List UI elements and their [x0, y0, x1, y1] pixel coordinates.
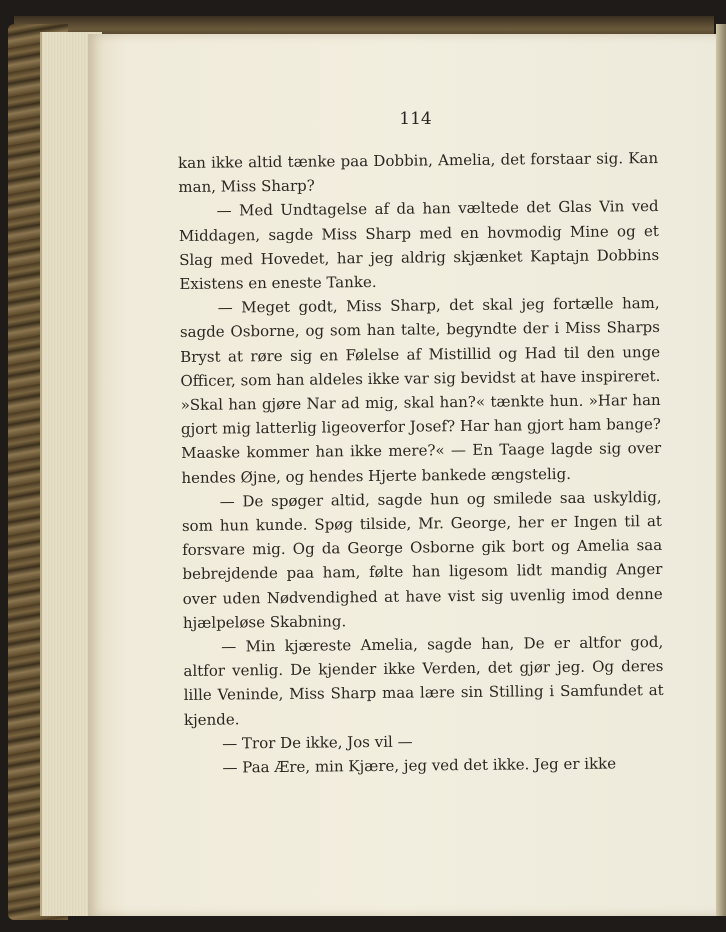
page-number: 114	[399, 109, 432, 129]
paragraph-4: — De spøger altid, sagde hun og smilede saa uskyldig, som hun kunde. Spøg tilside, Mr. George, her er Ingen til at forsvare mig. Og da George Osborne gik bort og Amelia saa bebrejdende paa ham, følte han ligesom lidt mandig Anger over uden Nødvendighed at have vist sig uvenlig imod denne hjælpeløse Skabning.	[181, 487, 663, 632]
page-right-edge	[716, 24, 726, 916]
paragraph-2: — Med Undtagelse af da han væltede det Glas Vin ved Middagen, sagde Miss Sharp med en hovmodig Mine og et Slag med Hovedet, har jeg aldrig skjænket Kaptajn Dobbins Existens en eneste Tanke.	[178, 197, 660, 294]
paragraph-3: — Meget godt, Miss Sharp, det skal jeg fortælle ham, sagde Osborne, og som han talte, begyndte der i Miss Sharps Bryst at røre sig en Følelse af Mistillid og Had til den unge Officer, som han aldeles ikke var sig bevidst at have inspireret. »Skal han gjøre Nar ad mig, skal han?« tænkte hun. »Har han gjort mig latterlig ligeoverfor Josef? Har han gjort ham bange? Maaske kommer han ikke mere?« — En Taage lagde sig over hendes Øjne, og hendes Hjerte bankede ængstelig.	[179, 294, 662, 487]
page-text	[178, 146, 665, 780]
paragraph-1: kan ikke altid tænke paa Dobbin, Amelia, det forstaar sig. Kan man, Miss Sharp?	[178, 148, 659, 197]
paragraph-5: — Min kjæreste Amelia, sagde han, De er altfor god, altfor venlig. De kjender ikke Verden, det gjør jeg. Og deres lille Veninde, Miss Sharp maa lære sin Stilling i Samfundet at kjende.	[183, 633, 664, 729]
paragraph-7: — Paa Ære, min Kjære, jeg ved det ikke. Jeg er ikke	[222, 754, 617, 777]
book-page	[88, 34, 718, 916]
paragraph-6: — Tror De ikke, Jos vil —	[222, 732, 413, 753]
